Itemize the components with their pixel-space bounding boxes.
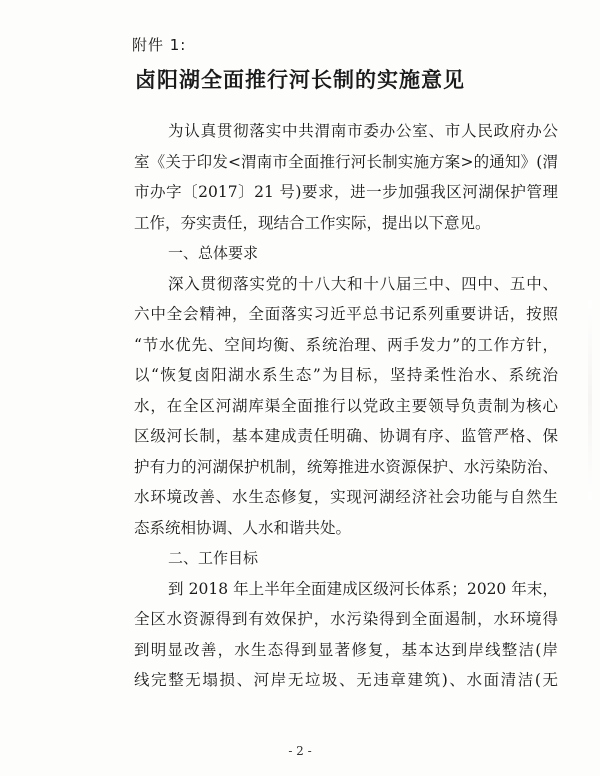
paragraph-line: 态系统相协调、人水和谐共处。	[134, 518, 352, 537]
paragraph-line: “节水优先、空间均衡、系统治理、两手发力”的工作方针，	[134, 335, 558, 354]
paragraph-line: 以“恢复卤阳湖水系生态”为目标，坚持柔性治水、系统治	[134, 366, 558, 384]
section-heading: 一、总体要求	[168, 244, 259, 262]
paragraph-line: 六中全会精神，全面落实习近平总书记系列重要讲话，按照	[134, 305, 558, 323]
paragraph-line: 线完整无塌损、河岸无垃圾、无违章建筑)、水面清洁(无	[134, 671, 558, 689]
document-body	[134, 116, 558, 696]
section-heading: 二、工作目标	[168, 549, 259, 567]
paragraph-line: 全区水资源得到有效保护，水污染得到全面遏制，水环境得	[134, 610, 558, 628]
page-title: 卤阳湖全面推行河长制的实施意见	[135, 68, 465, 92]
paragraph-line: 水，在全区河湖库渠全面推行以党政主要领导负责制为核心	[134, 396, 558, 415]
paragraph-line: 深入贯彻落实党的十八大和十八届三中、四中、五中、	[168, 274, 558, 293]
paragraph-line: 工作，夯实责任，现结合工作实际，提出以下意见。	[134, 213, 491, 232]
paragraph-line: 区级河长制，基本建成责任明确、协调有序、监管严格、保	[134, 427, 558, 445]
paragraph-line: 室《关于印发<渭南市全面推行河长制实施方案>的通知》(渭	[134, 152, 558, 171]
attachment-label: 附件 1:	[132, 36, 187, 54]
paragraph-line: 到 2018 年上半年全面建成区级河长体系；2020 年末，	[168, 579, 558, 598]
paragraph-line: 为认真贯彻落实中共渭南市委办公室、市人民政府办公	[168, 122, 558, 140]
paragraph-line: 水环境改善、水生态修复，实现河湖经济社会功能与自然生	[134, 488, 558, 506]
scan-artifact	[588, 300, 592, 500]
paragraph-line: 市办字〔2017〕21 号)要求，进一步加强我区河湖保护管理	[134, 183, 558, 201]
paragraph-line: 到明显改善，水生态得到显著修复，基本达到岸线整洁(岸	[134, 640, 558, 659]
paragraph-line: 护有力的河湖保护机制，统筹推进水资源保护、水污染防治、	[134, 457, 558, 476]
page-number: - 2 -	[288, 744, 312, 758]
